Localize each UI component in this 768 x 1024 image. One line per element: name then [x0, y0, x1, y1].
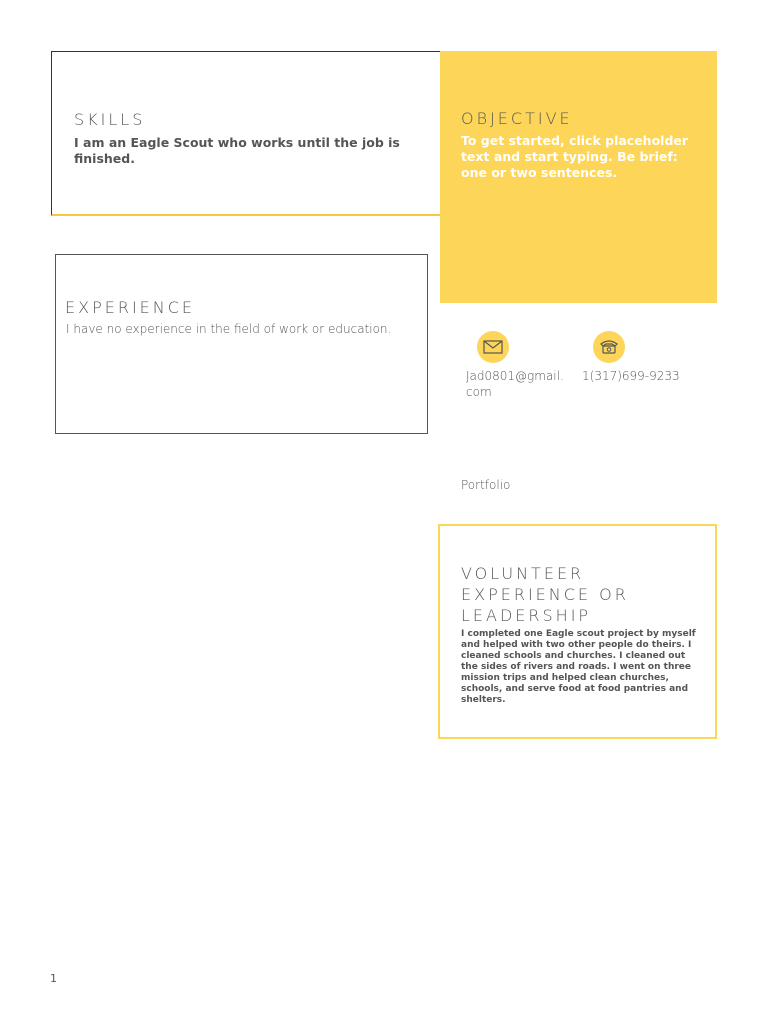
volunteer-heading-line-3: LEADERSHIP [461, 606, 592, 625]
volunteer-text[interactable]: I completed one Eagle scout project by myself and helped with two other people do theirs. I cleaned schools and churches. I cleaned out the sides of rivers and roads. I went on three mission trips and helped clean churches, schools, and serve food at food pantries and shelters. [461, 629, 696, 705]
email-line-1: Jad0801@gmail. [466, 369, 564, 383]
volunteer-heading-line-1: VOLUNTEER [461, 564, 585, 583]
volunteer-heading-line-2: EXPERIENCE OR [461, 585, 629, 604]
volunteer-heading[interactable] [461, 563, 681, 626]
portfolio-link[interactable]: Portfolio [461, 478, 511, 492]
email-line-2: com [466, 385, 492, 399]
email-address[interactable] [466, 368, 564, 400]
skills-text[interactable]: I am an Eagle Scout who works until the job is finished. [74, 135, 400, 166]
objective-text[interactable]: To get started, click placeholder text and start typing. Be brief: one or two sentences. [461, 133, 689, 180]
experience-heading[interactable]: EXPERIENCE [65, 298, 196, 317]
skills-heading[interactable]: SKILLS [74, 110, 146, 129]
envelope-icon [477, 331, 509, 363]
telephone-icon [593, 331, 625, 363]
skills-section [51, 51, 441, 216]
experience-text[interactable]: I have no experience in the field of work or education. [66, 322, 392, 336]
phone-number[interactable]: 1(317)699-9233 [582, 369, 680, 383]
experience-section [55, 254, 428, 434]
objective-section [440, 51, 717, 303]
objective-heading[interactable]: OBJECTIVE [461, 109, 573, 128]
page-number: 1 [50, 972, 57, 985]
volunteer-section [438, 524, 717, 739]
